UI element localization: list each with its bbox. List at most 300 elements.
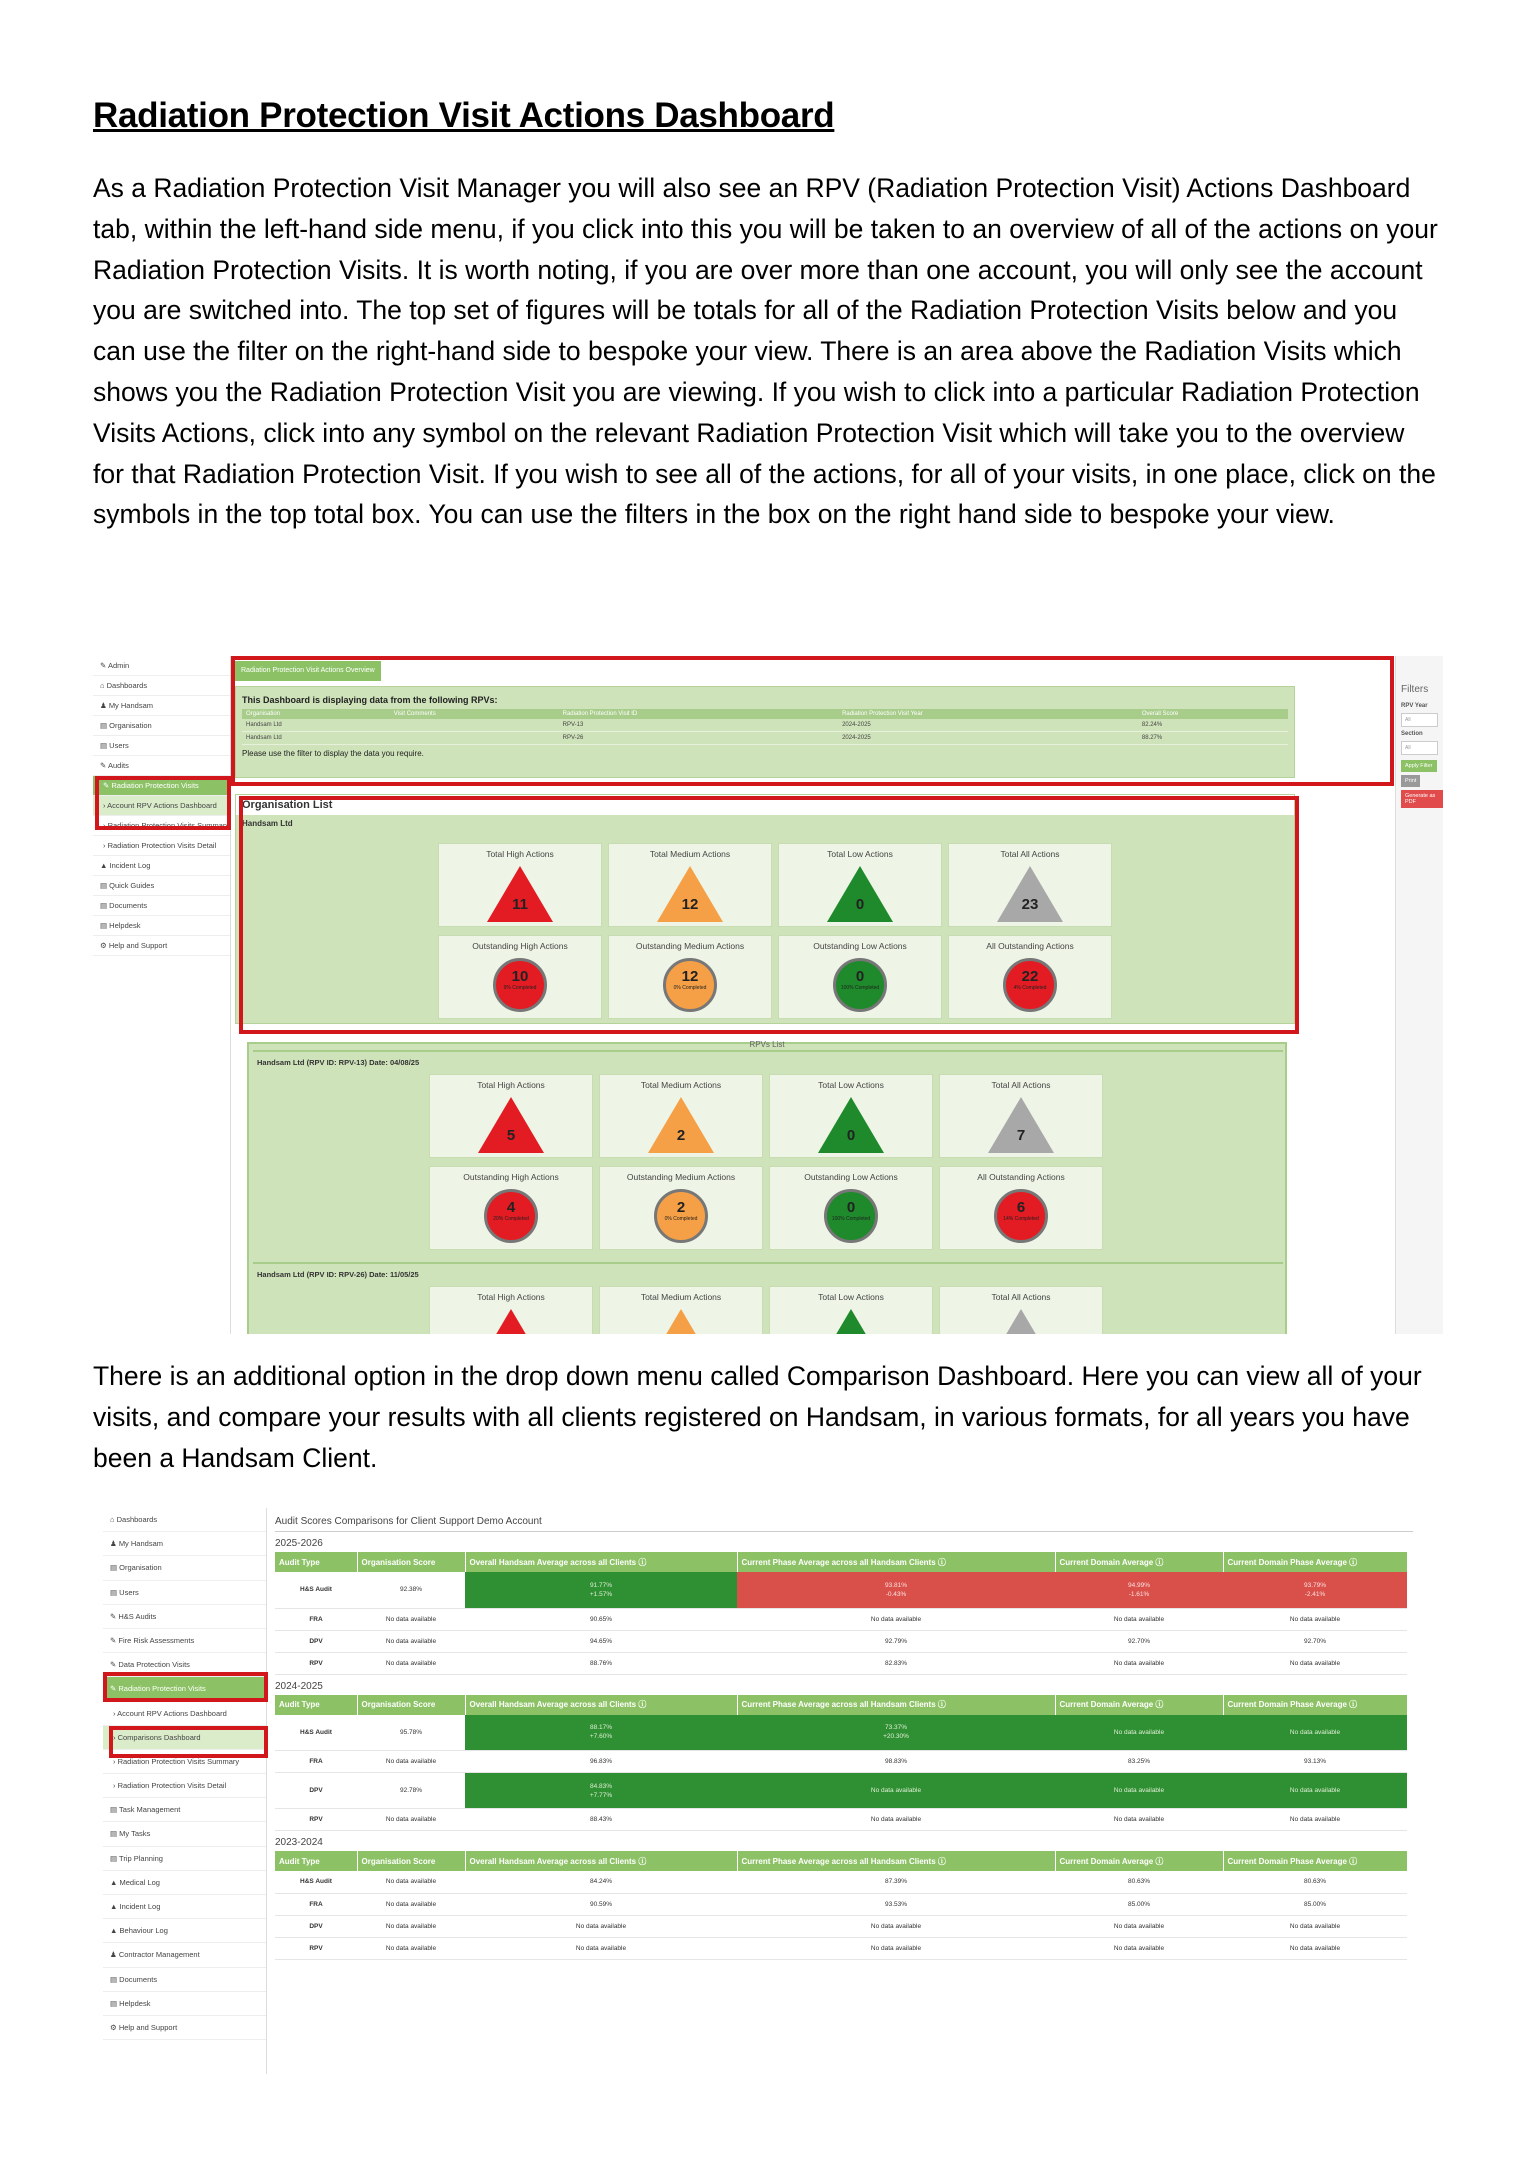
sidebar-item-fire-risk-assessments[interactable] (103, 1629, 266, 1653)
sidebar-item-my-handsam[interactable] (103, 1532, 266, 1556)
table-cell: H&S Audit (275, 1572, 357, 1608)
table-cell: FRA (275, 1751, 357, 1773)
action-card-total-high-actions[interactable] (429, 1074, 593, 1158)
table-cell: No data available (1223, 1608, 1407, 1630)
sidebar-item-label: Account RPV Actions Dashboard (117, 1708, 227, 1718)
card-label: Total High Actions (477, 1292, 545, 1302)
info-table-cell: 82.24% (1138, 719, 1288, 732)
menu-icon: › (103, 841, 108, 850)
menu-icon: ⌂ (100, 681, 107, 690)
table-cell: No data available (357, 1915, 465, 1937)
rpvs-list-panel (247, 1042, 1287, 1334)
highlight-sidebar-rpv (95, 776, 231, 830)
help-icon[interactable]: ⓘ (935, 1557, 946, 1567)
table-cell: DPV (275, 1773, 357, 1809)
sidebar-item-my-tasks[interactable] (103, 1822, 266, 1846)
column-header (737, 1695, 1055, 1715)
card-label: Total Medium Actions (640, 1080, 722, 1090)
help-icon[interactable]: ⓘ (1153, 1856, 1164, 1866)
menu-icon: ♟ (110, 1950, 119, 1960)
table-row (275, 1773, 1407, 1809)
sidebar-item-help-and-support[interactable] (93, 936, 230, 956)
card-value: 0 (846, 1199, 856, 1216)
menu-icon: ⚙ (110, 2022, 119, 2032)
sidebar-item-label: Behaviour Log (119, 1926, 168, 1936)
card-completed: 0% Completed (664, 1216, 698, 1222)
sidebar-item-label: My Tasks (119, 1829, 151, 1839)
table-cell: No data available (737, 1809, 1055, 1831)
action-card-total-low-actions[interactable] (769, 1286, 933, 1334)
sidebar-item-trip-planning[interactable] (103, 1847, 266, 1871)
menu-icon: ⚙ (100, 941, 109, 950)
table-cell: 92.78% (357, 1773, 465, 1809)
table-row (275, 1715, 1407, 1751)
card-label: Total Low Actions (827, 849, 893, 859)
table-cell: No data available (737, 1937, 1055, 1959)
visit-title: Handsam Ltd (RPV ID: RPV-13) Date: 04/08/25 (257, 1058, 420, 1067)
menu-icon: ✎ (100, 661, 108, 670)
apply-filter-button[interactable]: Apply Filter (1401, 760, 1437, 772)
table-cell: No data available (357, 1871, 465, 1893)
sidebar-item-users[interactable] (93, 736, 230, 756)
circle-icon[interactable] (824, 1189, 878, 1243)
sidebar-item-label: Organisation (119, 1563, 162, 1573)
menu-icon: ▤ (100, 741, 110, 750)
table-cell: 92.38% (357, 1572, 465, 1608)
menu-icon: ▤ (100, 921, 110, 930)
table-cell: RPV (275, 1937, 357, 1959)
sidebar-item-quick-guides[interactable] (93, 876, 230, 896)
sidebar-item-label: My Handsam (118, 1539, 163, 1549)
sidebar-item-incident-log[interactable] (93, 856, 230, 876)
card-value: 0 (855, 968, 865, 985)
generate-pdf-button[interactable]: Generate as PDF (1401, 790, 1443, 808)
table-cell: 80.63% (1223, 1871, 1407, 1893)
sidebar-item-label: Data Protection Visits (118, 1660, 190, 1670)
triangle-icon[interactable] (988, 1309, 1054, 1334)
sidebar-item-radiation-protection-visits-detail[interactable] (93, 836, 230, 856)
table-cell: 94.99% -1.61% (1055, 1572, 1223, 1608)
info-table-cell: 2024-2025 (838, 732, 1138, 745)
column-header (737, 1851, 1055, 1871)
menu-icon: ▲ (100, 861, 110, 870)
table-cell: No data available (1055, 1937, 1223, 1959)
table-row (275, 1652, 1407, 1674)
table-cell: 88.43% (465, 1809, 737, 1831)
filter-note: Please use the filter to display the data you require. (242, 749, 424, 758)
circle-icon[interactable] (994, 1189, 1048, 1243)
highlight-rpv-info (231, 656, 1394, 786)
menu-icon: › (103, 801, 108, 810)
menu-icon: ♟ (110, 1539, 119, 1549)
column-header (465, 1695, 737, 1715)
sidebar-item-label: Help and Support (108, 941, 168, 950)
sidebar-item-radiation-protection-visits-detail[interactable] (103, 1774, 266, 1798)
menu-icon: › (113, 1756, 118, 1766)
table-cell: FRA (275, 1893, 357, 1915)
visit-title: Handsam Ltd (RPV ID: RPV-26) Date: 11/05/25 (257, 1270, 419, 1279)
table-cell: No data available (1055, 1608, 1223, 1630)
action-card-outstanding-high-actions[interactable] (429, 1166, 593, 1250)
table-cell: H&S Audit (275, 1871, 357, 1893)
column-header-label: Audit Type (279, 1557, 320, 1567)
info-table-cell: RPV-13 (559, 719, 838, 732)
table-row (275, 1572, 1407, 1608)
table-cell: DPV (275, 1915, 357, 1937)
card-value: 0 (846, 1127, 856, 1144)
help-icon[interactable]: ⓘ (636, 1700, 647, 1709)
card-value: 0 (855, 896, 865, 913)
sidebar-item-contractor-management[interactable] (103, 1943, 266, 1967)
table-row (275, 1871, 1407, 1893)
table-cell: 83.25% (1055, 1751, 1223, 1773)
table-cell: No data available (1223, 1652, 1407, 1674)
table-cell: 80.63% (1055, 1871, 1223, 1893)
card-value: 7 (1016, 1127, 1026, 1144)
sidebar-item-label: Audits (107, 761, 129, 770)
table-cell: 85.00% (1223, 1893, 1407, 1915)
table-cell: 87.39% (737, 1871, 1055, 1893)
sidebar-item-audits[interactable] (93, 756, 230, 776)
table-cell: No data available (1223, 1915, 1407, 1937)
card-value: 4 (506, 1199, 516, 1216)
sidebar-item-label: Contractor Management (118, 1950, 200, 1960)
action-card-total-high-actions[interactable] (429, 1286, 593, 1334)
help-icon[interactable]: ⓘ (1346, 1557, 1358, 1567)
table-cell: 95.78% (357, 1715, 465, 1751)
menu-icon: ✎ (100, 761, 108, 770)
table-cell: 82.83% (737, 1652, 1055, 1674)
help-icon[interactable]: ⓘ (636, 1557, 647, 1567)
column-header-label: Current Phase Average across all Handsam Clients (741, 1856, 936, 1866)
triangle-icon[interactable] (818, 1309, 884, 1334)
table-cell: No data available (1055, 1915, 1223, 1937)
menu-icon: ✎ (110, 1635, 119, 1645)
column-header (275, 1851, 357, 1871)
card-label: Outstanding Low Actions (813, 941, 907, 951)
table-row (275, 1937, 1407, 1959)
menu-icon: ✎ (110, 1684, 119, 1694)
table-cell: No data available (357, 1809, 465, 1831)
column-header-label: Current Phase Average across all Handsam Clients (741, 1557, 936, 1567)
column-header-label: Overall Handsam Average across all Clients (469, 1700, 637, 1709)
section-select[interactable]: All (1401, 741, 1438, 755)
card-value: 12 (681, 896, 699, 913)
sidebar-menu (93, 656, 231, 1334)
sidebar-item-organisation[interactable] (103, 1556, 266, 1580)
info-column-header: Overall Score (1138, 709, 1288, 719)
column-header (357, 1851, 465, 1871)
column-header-label: Current Domain Phase Average (1227, 1856, 1347, 1866)
table-cell: 85.00% (1055, 1893, 1223, 1915)
sidebar-item-behaviour-log[interactable] (103, 1919, 266, 1943)
sidebar-item-organisation[interactable] (93, 716, 230, 736)
column-header-label: Organisation Score (361, 1557, 436, 1567)
help-icon[interactable]: ⓘ (1153, 1557, 1164, 1567)
column-header (737, 1552, 1055, 1572)
comparison-table-2025-2026 (275, 1552, 1408, 1675)
help-icon[interactable]: ⓘ (935, 1856, 946, 1866)
column-header-label: Organisation Score (361, 1700, 436, 1709)
rpv-year-select[interactable]: All (1401, 713, 1438, 727)
sidebar-item-account-rpv-actions-dashboard[interactable] (103, 1702, 266, 1726)
circle-icon[interactable] (654, 1189, 708, 1243)
rpv-year-label: RPV Year (1401, 703, 1428, 709)
help-icon[interactable]: ⓘ (1346, 1856, 1358, 1866)
print-button[interactable]: Print (1401, 775, 1420, 787)
column-header-label: Overall Handsam Average across all Clients (469, 1557, 637, 1567)
table-cell: No data available (1223, 1715, 1407, 1751)
column-header-label: Current Domain Average (1059, 1557, 1154, 1567)
action-card-outstanding-medium-actions[interactable] (599, 1166, 763, 1250)
sidebar-item-label: Task Management (119, 1805, 181, 1815)
card-value: 6 (1016, 1199, 1026, 1216)
organisation-list-title: Organisation List (236, 795, 1294, 815)
sidebar-item-admin[interactable] (93, 656, 230, 676)
table-cell: 88.76% (465, 1652, 737, 1674)
sidebar-item-task-management[interactable] (103, 1798, 266, 1822)
triangle-icon[interactable] (648, 1097, 714, 1153)
comparison-title: Audit Scores Comparisons for Client Support Demo Account (275, 1508, 1413, 1532)
table-cell: No data available (357, 1608, 465, 1630)
column-header-label: Current Domain Average (1059, 1700, 1154, 1709)
menu-icon: › (113, 1732, 118, 1742)
card-label: Total All Actions (991, 1080, 1051, 1090)
table-cell: No data available (357, 1630, 465, 1652)
table-cell: 90.65% (465, 1608, 737, 1630)
table-row (275, 1809, 1407, 1831)
menu-icon: ▤ (100, 721, 110, 730)
card-label: All Outstanding Actions (986, 941, 1074, 951)
comparison-paragraph: There is an additional option in the drop down menu called Comparison Dashboard. Here you can view all of your visits, and compare your results with all clients registered on Handsam, in various formats, for all years you have been a Handsam Client. (93, 1361, 1422, 1473)
sidebar-item-helpdesk[interactable] (103, 1992, 266, 2016)
help-icon[interactable]: ⓘ (1153, 1700, 1164, 1709)
info-column-header: Radiation Protection Visit Year (838, 709, 1138, 719)
table-cell: RPV (275, 1652, 357, 1674)
sidebar-item-documents[interactable] (93, 896, 230, 916)
menu-icon: ✎ (110, 1611, 119, 1621)
card-value: 11 (512, 896, 528, 913)
table-cell: 88.17% +7.60% (465, 1715, 737, 1751)
triangle-icon[interactable] (818, 1097, 884, 1153)
card-label: Outstanding High Actions (463, 1172, 559, 1182)
table-cell: 84.24% (465, 1871, 737, 1893)
section-label: Section (1401, 731, 1423, 737)
column-header (465, 1851, 737, 1871)
info-table-cell: 88.27% (1138, 732, 1288, 745)
sidebar-item-dashboards[interactable] (103, 1508, 266, 1532)
column-header (1055, 1695, 1223, 1715)
sidebar-item-label: Trip Planning (119, 1853, 163, 1863)
card-value: 2 (676, 1199, 686, 1216)
table-row (275, 1893, 1407, 1915)
sidebar-item-label: Helpdesk (109, 921, 141, 930)
sidebar-item-label: Quick Guides (109, 881, 155, 890)
sidebar-item-incident-log[interactable] (103, 1895, 266, 1919)
action-card-all-outstanding-actions[interactable] (939, 1166, 1103, 1250)
table-cell: No data available (737, 1773, 1055, 1809)
sidebar-item-label: H&S Audits (118, 1611, 157, 1621)
table-row (275, 1915, 1407, 1937)
table-cell: DPV (275, 1630, 357, 1652)
table-cell: 94.65% (465, 1630, 737, 1652)
sidebar-item-label: Radiation Protection Visits Detail (107, 841, 217, 850)
column-header (275, 1552, 357, 1572)
table-cell: 91.77% +1.57% (465, 1572, 737, 1608)
card-value: 2 (676, 1127, 686, 1144)
sidebar-item-medical-log[interactable] (103, 1871, 266, 1895)
column-header (357, 1552, 465, 1572)
visit-rpv-13 (253, 1050, 1283, 1260)
menu-icon: ▤ (110, 1998, 120, 2008)
menu-icon: ✎ (103, 781, 112, 790)
sidebar-item-label: Medical Log (119, 1877, 160, 1887)
action-card-total-medium-actions[interactable] (599, 1286, 763, 1334)
sidebar-item-label: Users (109, 741, 129, 750)
table-cell: No data available (357, 1937, 465, 1959)
action-card-total-low-actions[interactable] (769, 1074, 933, 1158)
help-icon[interactable]: ⓘ (935, 1700, 946, 1709)
column-header-label: Audit Type (279, 1700, 320, 1709)
card-label: Total Low Actions (818, 1080, 884, 1090)
table-cell: No data available (1223, 1809, 1407, 1831)
menu-icon: ▤ (110, 1805, 120, 1815)
sidebar-item-label: Fire Risk Assessments (118, 1635, 195, 1645)
sidebar-item-label: My Handsam (108, 701, 153, 710)
table-cell: No data available (357, 1652, 465, 1674)
column-header (1223, 1552, 1407, 1572)
info-column-header: Radiation Protection Visit ID (559, 709, 838, 719)
menu-icon: ✎ (110, 1660, 119, 1670)
table-cell: 92.70% (1223, 1630, 1407, 1652)
year-heading: 2023-2024 (275, 1837, 323, 1848)
highlight-sidebar-rpv (103, 1672, 268, 1702)
table-cell: No data available (737, 1915, 1055, 1937)
table-cell: 92.70% (1055, 1630, 1223, 1652)
rpv-dashboard-screenshot (93, 656, 1443, 1334)
card-completed: 0% Completed (673, 985, 707, 991)
sidebar-item-label: Users (119, 1587, 139, 1597)
sidebar-item-dashboards[interactable] (93, 676, 230, 696)
triangle-icon[interactable] (648, 1309, 714, 1334)
menu-icon: ▲ (110, 1902, 120, 1911)
card-completed: 20% Completed (493, 1216, 529, 1222)
intro-paragraph: As a Radiation Protection Visit Manager you will also see an RPV (Radiation Protection Visit) Actions Dashboard tab, within the left-hand side menu, if you click into this you will be taken to an overview of all of the actions on your Radiation Protection Visits. It is worth noting, if you are over more than one account, you will only see the account you are switched into. The top set of figures will be totals for all of the Radiation Protection Visits below and you can use the filter on the right-hand side to bespoke your view. There is an area above the Radiation Visits which shows you the Radiation Protection Visit you are viewing. If you wish to click into a particular Radiation Protection Visits Actions, click into any symbol on the relevant Radiation Protection Visit which will take you to the overview for that Radiation Protection Visit. If you wish to see all of the actions, for all of your visits, in one place, click on the symbols in the top total box. You can use the filters in the box on the right hand side to bespoke your view. (93, 173, 1438, 530)
sidebar-item-label: Helpdesk (119, 1998, 151, 2008)
table-cell: 92.79% (737, 1630, 1055, 1652)
info-table-cell: Handsam Ltd (242, 719, 390, 732)
menu-icon: ▤ (100, 881, 110, 890)
sidebar-item-label: Documents (109, 901, 148, 910)
table-cell: 84.83% +7.77% (465, 1773, 737, 1809)
sidebar-item-help-and-support[interactable] (103, 2016, 266, 2040)
sidebar-item-users[interactable] (103, 1581, 266, 1605)
rpvs-list-label: RPVs List (749, 1040, 785, 1049)
sidebar-item-label: Admin (107, 661, 130, 670)
sidebar-item-label: Incident Log (109, 861, 151, 870)
table-cell: H&S Audit (275, 1715, 357, 1751)
card-label: Total Medium Actions (640, 1292, 722, 1302)
sidebar-item-helpdesk[interactable] (93, 916, 230, 936)
help-icon[interactable]: ⓘ (636, 1856, 647, 1866)
visit-rpv-26 (253, 1262, 1283, 1334)
card-value: 5 (506, 1127, 516, 1144)
table-cell: 93.79% -2.41% (1223, 1572, 1407, 1608)
table-cell: 93.13% (1223, 1751, 1407, 1773)
info-table-cell: 2024-2025 (838, 719, 1138, 732)
sidebar-item-label: Radiation Protection Visits Summary (107, 821, 230, 830)
column-header-label: Current Domain Phase Average (1227, 1557, 1347, 1567)
column-header-label: Organisation Score (361, 1856, 436, 1866)
action-card-outstanding-low-actions[interactable] (769, 1166, 933, 1250)
info-column-header: Visit Comments (390, 709, 559, 719)
info-column-header: Organisation (242, 709, 390, 719)
tab-actions-overview[interactable]: Radiation Protection Visit Actions Overview (235, 661, 381, 681)
table-cell: No data available (357, 1893, 465, 1915)
menu-icon: ▤ (100, 901, 110, 910)
highlight-comparisons-dashboard (109, 1726, 268, 1758)
sidebar-item-label: Dashboards (116, 1515, 158, 1524)
sidebar-item-label: Organisation (109, 721, 152, 730)
card-label: Total All Actions (991, 1292, 1051, 1302)
help-icon[interactable]: ⓘ (1346, 1700, 1358, 1709)
sidebar-item-hands-audits[interactable] (103, 1605, 266, 1629)
sidebar-item-my-handsam[interactable] (93, 696, 230, 716)
action-card-total-all-actions[interactable] (939, 1286, 1103, 1334)
card-value: 12 (681, 968, 699, 985)
sidebar-item-documents[interactable] (103, 1968, 266, 1992)
card-value: 10 (511, 968, 529, 985)
triangle-icon[interactable] (988, 1097, 1054, 1153)
menu-icon: ▤ (110, 1587, 120, 1597)
menu-icon: ♟ (100, 701, 109, 710)
table-cell: 90.59% (465, 1893, 737, 1915)
triangle-icon[interactable] (478, 1309, 544, 1334)
table-cell: No data available (1223, 1937, 1407, 1959)
card-completed: 9% Completed (503, 985, 537, 991)
table-row (275, 1751, 1407, 1773)
menu-icon: › (113, 1708, 118, 1718)
card-completed: 100% Completed (831, 1216, 871, 1222)
card-label: All Outstanding Actions (977, 1172, 1065, 1182)
comparison-main (275, 1508, 1423, 2074)
card-completed: 4% Completed (1013, 985, 1047, 991)
action-card-total-all-actions[interactable] (939, 1074, 1103, 1158)
comparison-table-2023-2024 (275, 1851, 1408, 1960)
triangle-icon[interactable] (478, 1097, 544, 1153)
circle-icon[interactable] (484, 1189, 538, 1243)
card-label: Outstanding Low Actions (804, 1172, 898, 1182)
menu-icon: › (103, 821, 108, 830)
sidebar-item-label: Dashboards (106, 681, 148, 690)
sidebar-item-label: Incident Log (119, 1902, 161, 1911)
filters-heading: Filters (1401, 684, 1429, 695)
info-table-cell: RPV-26 (559, 732, 838, 745)
sidebar-item-label: Radiation Protection Visits Detail (117, 1781, 227, 1791)
highlight-organisation-list (239, 796, 1299, 1034)
sidebar-item-label: Radiation Protection Visits Summary (117, 1756, 240, 1766)
column-header (1055, 1851, 1223, 1871)
card-label: Total High Actions (477, 1080, 545, 1090)
info-heading: This Dashboard is displaying data from the following RPVs: (242, 695, 498, 705)
table-cell: FRA (275, 1608, 357, 1630)
table-cell: No data available (465, 1915, 737, 1937)
sidebar-item-label: Account RPV Actions Dashboard (107, 801, 217, 810)
table-row (275, 1630, 1407, 1652)
action-card-total-medium-actions[interactable] (599, 1074, 763, 1158)
table-cell: No data available (1055, 1715, 1223, 1751)
card-label: Total All Actions (1000, 849, 1060, 859)
